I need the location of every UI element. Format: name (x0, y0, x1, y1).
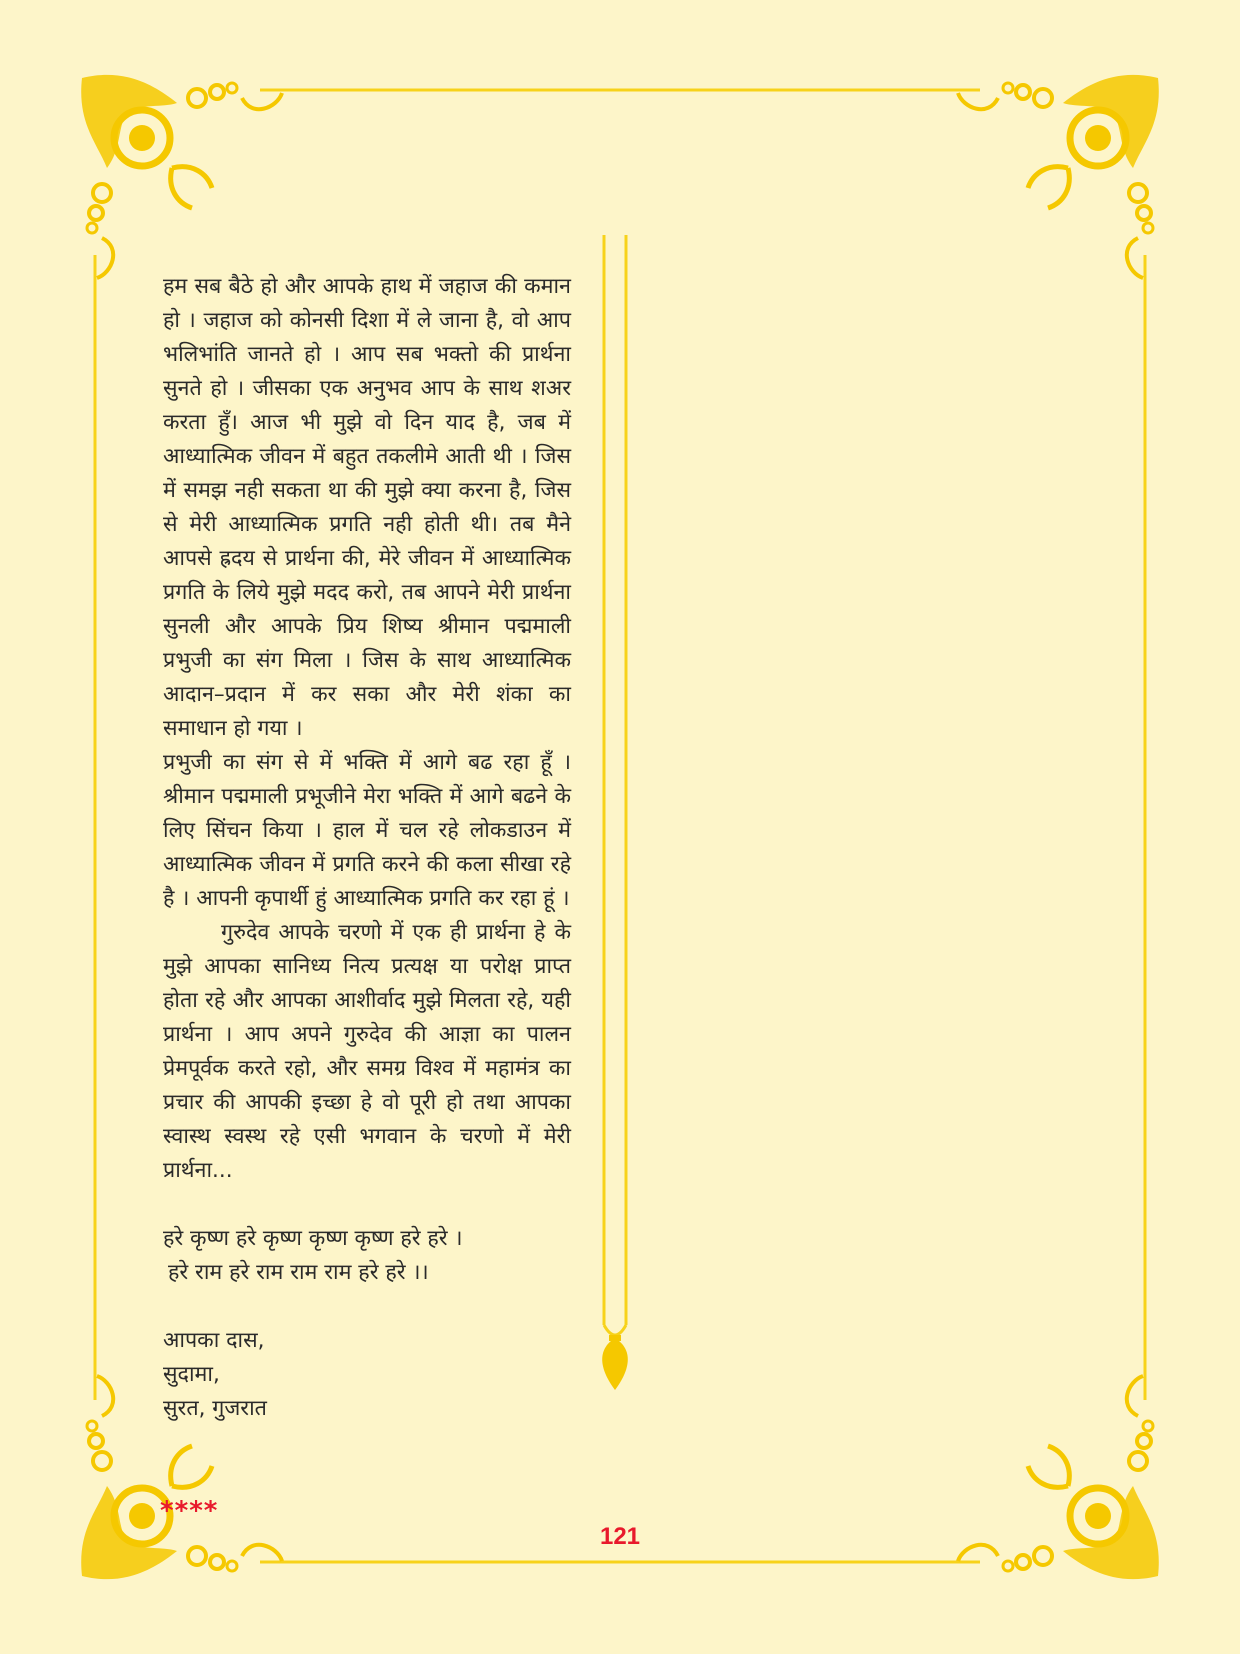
mantra-line-2: हरे राम हरे राम राम राम हरे हरे ।। (168, 1260, 429, 1285)
closing-line: आपका दास, (163, 1328, 265, 1353)
page-number: 121 (599, 1523, 641, 1550)
letter-paragraph-1: हम सब बैठे हो और आपके हाथ में जहाज की कमान हो । जहाज को कोनसी दिशा में ले जाना है, वो आप भलिभांति जानते हो । आप सब भक्तो की प्रार्थना सुनते हो । जीसका एक अनुभव आप के साथ शअर करता हुँ। आज भी मुझे वो दिन याद है, जब में आध्यात्मिक जीवन में बहुत तकलीमे आती थी । जिस में समझ नही सकता था की मुझे क्या करना है, जिस से मेरी आध्यात्मिक प्रगति नही होती थी। तब मैने आपसे ह्रदय से प्रार्थना की, मेरे जीवन में आध्यात्मिक प्रगति के लिये मुझे मदद करो, तब आपने मेरी प्रार्थना सुनली और आपके प्रिय शिष्य श्रीमान पद्ममाली प्रभुजी का संग मिला । जिस के साथ आध्यात्मिक आदान–प्रदान में कर सका और मेरी शंका का समाधान हो गया । (163, 274, 571, 741)
signature-name: सुदामा, (163, 1362, 220, 1387)
letter-paragraph-2: प्रभुजी का संग से में भक्ति में आगे बढ रहा हूँ । श्रीमान पद्ममाली प्रभूजीने मेरा भक्ति में आगे बढने के लिए सिंचन किया । हाल में चल रहे लोकडाउन में आध्यात्मिक जीवन में प्रगति करने की कला सीखा रहे है । आपनी कृपार्थी हुं आध्यात्मिक प्रगति कर रहा हूं । (163, 750, 571, 911)
letter-paragraph-3: गुरुदेव आपके चरणो में एक ही प्रार्थना हे के मुझे आपका सानिध्य नित्य प्रत्यक्ष या परोक्ष प्राप्त होता रहे और आपका आशीर्वाद मुझे मिलता रहे, यही प्रार्थना । आप अपने गुरुदेव की आज्ञा का पालन प्रेमपूर्वक करते रहो, और समग्र विश्व में महामंत्र का प्रचार की आपकी इच्छा हे वो पूरी हो तथा आपका स्वास्थ स्वस्थ रहे एसी भगवान के चरणो में मेरी प्रार्थना... (163, 920, 571, 1183)
signature-place: सुरत, गुजरात (163, 1396, 267, 1421)
stars-decoration: **** (160, 1496, 219, 1526)
mantra-line-1: हरे कृष्ण हरे कृष्ण कृष्ण कृष्ण हरे हरे । (163, 1226, 463, 1251)
letter-body (163, 270, 571, 1426)
